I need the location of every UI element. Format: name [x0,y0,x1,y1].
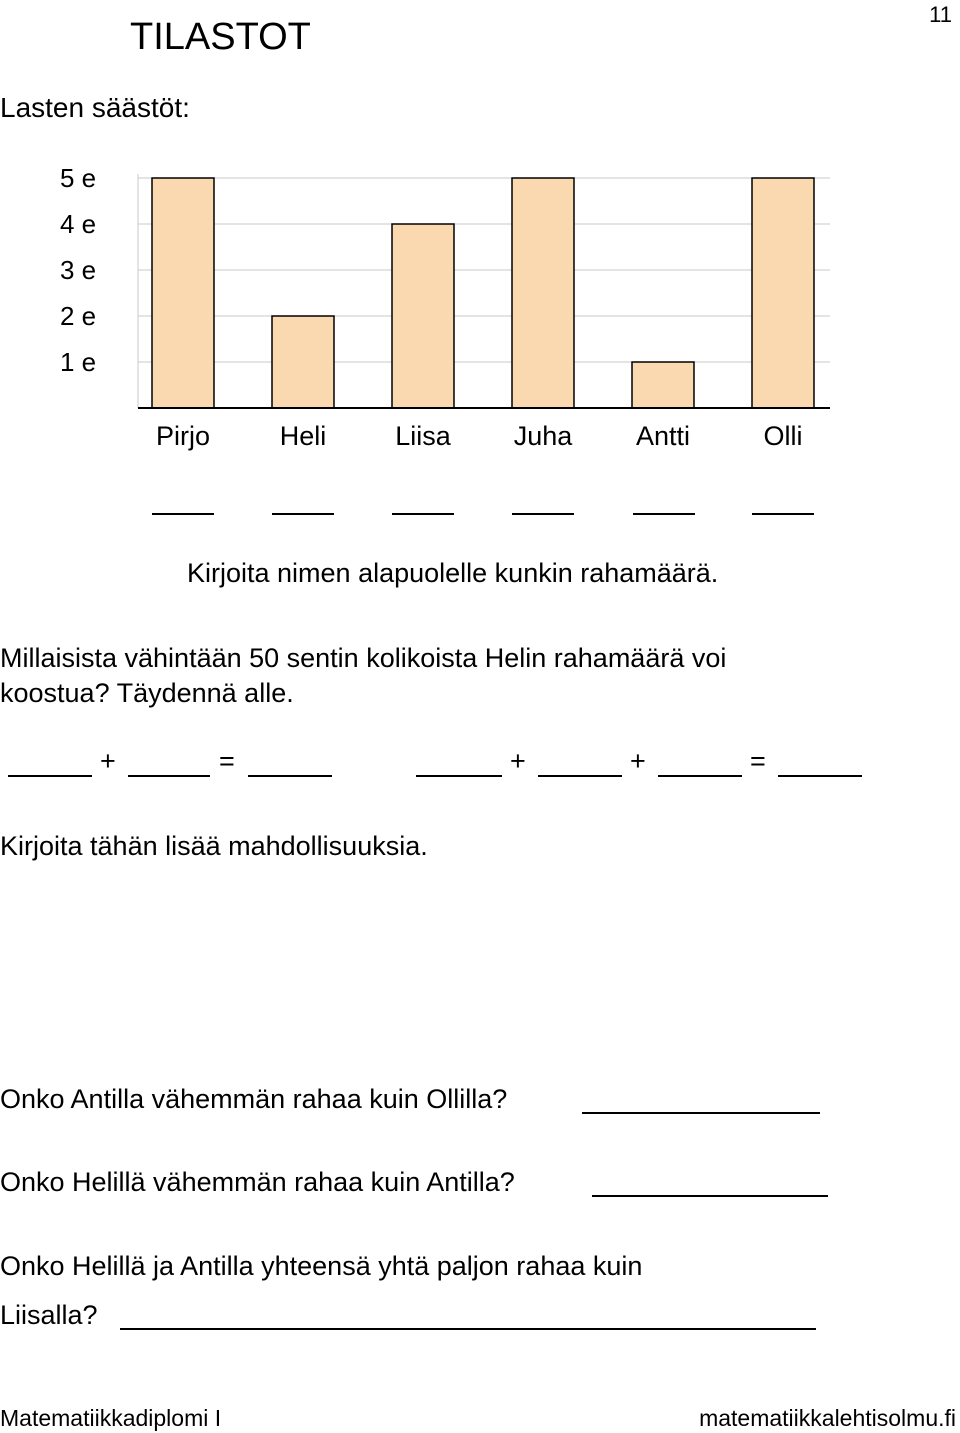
footer-left: Matematiikkadiplomi I [0,1405,222,1431]
amount-blank[interactable] [752,513,814,515]
amount-blank[interactable] [392,513,454,515]
bar-heli [272,316,334,408]
bar-liisa [392,224,454,408]
answer-line-antti-olli[interactable] [582,1112,820,1114]
footer-right: matematiikkalehtisolmu.fi [699,1405,956,1431]
instruction-amounts: Kirjoita nimen alapuolelle kunkin rahamäärä. [187,558,719,588]
y-tick-label: 4 e [60,209,97,239]
y-tick-label: 1 e [60,347,97,377]
y-tick-label: 3 e [60,255,97,285]
equation-blank[interactable] [128,775,210,777]
equation-blank[interactable] [658,775,742,777]
category-label: Olli [763,421,803,451]
category-label: Pirjo [155,421,211,451]
category-label: Liisa [395,421,451,451]
y-tick-label: 5 e [60,163,97,193]
bar-antti [632,362,694,408]
page-number: 11 [929,2,952,27]
amount-blank[interactable] [152,513,214,515]
bar-juha [512,178,574,408]
question-sum-line1: Onko Helillä ja Antilla yhteensä yhtä paljon rahaa kuin [0,1251,643,1281]
page-title: TILASTOT [130,16,311,58]
question-heli-antti: Onko Helillä vähemmän rahaa kuin Antilla? [0,1167,515,1197]
answer-line-heli-antti[interactable] [592,1195,828,1197]
question-coins-line1: Millaisista vähintään 50 sentin kolikoista Helin rahamäärä voi [0,643,727,673]
question-coins-line2: koostua? Täydennä alle. [0,678,294,708]
answer-line-sum[interactable] [120,1328,816,1330]
amount-blank[interactable] [272,513,334,515]
category-label: Antti [635,421,691,451]
equals-sign: = [219,746,235,776]
equation-blank[interactable] [248,775,332,777]
plus-sign: + [100,746,116,776]
question-antti-olli: Onko Antilla vähemmän rahaa kuin Ollilla? [0,1084,508,1114]
equation-blank[interactable] [416,775,502,777]
equation-blank[interactable] [778,775,862,777]
amount-blank[interactable] [633,513,695,515]
category-label: Heli [279,421,327,451]
instruction-more: Kirjoita tähän lisää mahdollisuuksia. [0,831,428,861]
equation-blank[interactable] [538,775,622,777]
equals-sign: = [750,746,766,776]
question-sum-line2: Liisalla? [0,1300,98,1330]
plus-sign: + [630,746,646,776]
chart-heading: Lasten säästöt: [0,92,190,123]
plus-sign: + [510,746,526,776]
bar-olli [752,178,814,408]
equation-blank[interactable] [8,775,92,777]
amount-blank[interactable] [512,513,574,515]
bar-pirjo [152,178,214,408]
savings-bar-chart [0,150,960,460]
y-tick-label: 2 e [60,301,97,331]
category-label: Juha [513,421,573,451]
